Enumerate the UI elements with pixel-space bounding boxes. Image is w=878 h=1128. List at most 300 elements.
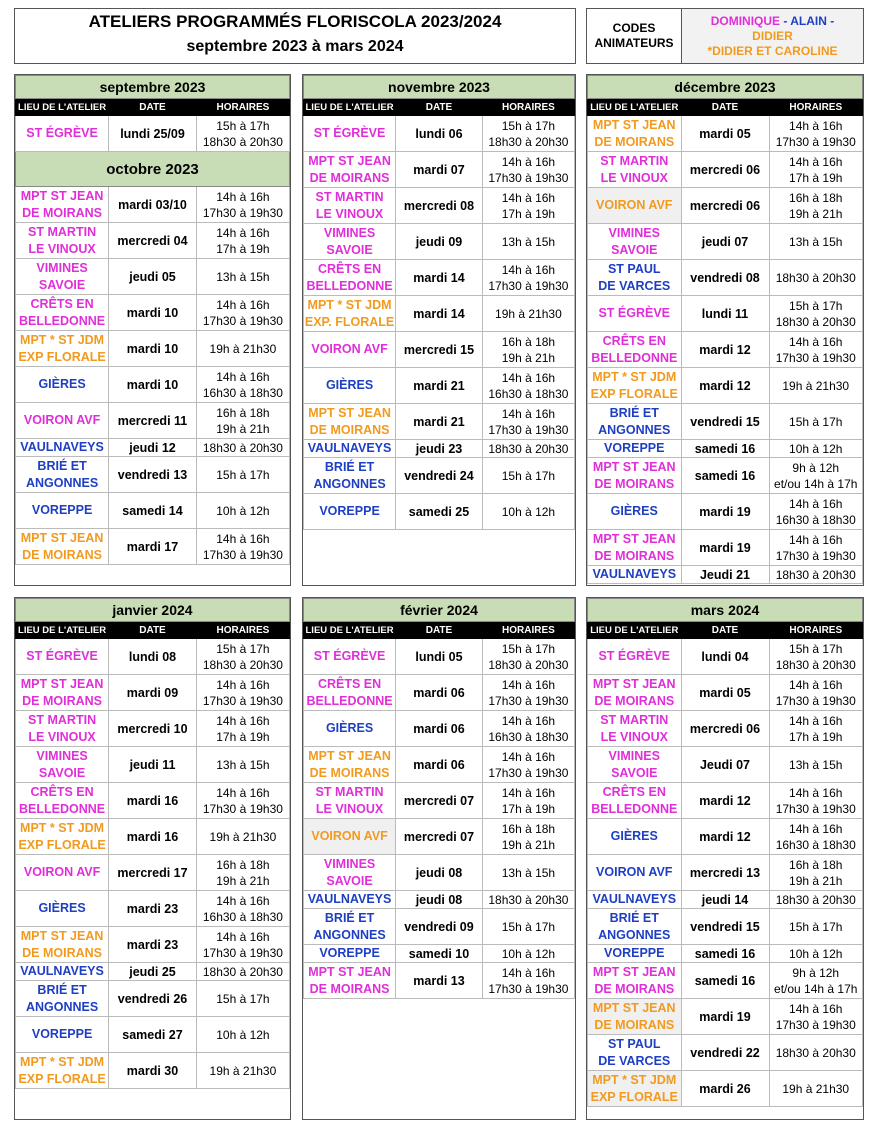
location-line: ST ÉGRÈVE <box>26 126 98 140</box>
date-cell: mardi 19 <box>681 530 769 566</box>
col-header-horaires: HORAIRES <box>769 622 863 639</box>
date-cell: mercredi 10 <box>109 711 197 747</box>
date-cell: mardi 05 <box>681 116 769 152</box>
location-line: GIÈRES <box>610 504 658 518</box>
location-line: BRIÉ ET <box>324 910 375 925</box>
location-cell <box>16 529 109 565</box>
schedule-row <box>588 855 863 891</box>
col-header-date: DATE <box>109 99 197 116</box>
hours-line: 18h30 à 20h30 <box>775 1045 856 1060</box>
hours-cell <box>196 1053 289 1089</box>
location-line: CRÊTS EN <box>317 261 382 276</box>
location-line: LE VINOUX <box>600 170 668 185</box>
schedule-row <box>16 439 290 457</box>
schedule-row <box>588 963 863 999</box>
location-line: LE VINOUX <box>28 729 96 744</box>
date-cell: mercredi 08 <box>396 188 483 224</box>
hours-cell <box>482 639 574 675</box>
hours-cell <box>482 891 574 909</box>
schedule-row <box>16 259 290 295</box>
location-line: DE MOIRANS <box>22 205 103 220</box>
hours-line: et/ou 14h à 17h <box>774 981 858 996</box>
location-line: VOREPPE <box>31 503 93 517</box>
location-cell <box>588 530 682 566</box>
col-header-date: DATE <box>396 99 483 116</box>
location-line: DE MOIRANS <box>309 981 390 996</box>
schedule-table <box>15 75 290 565</box>
location-line: GIÈRES <box>325 721 374 735</box>
hours-line: 16h à 18h <box>501 821 556 836</box>
location-line: DE MOIRANS <box>594 476 675 491</box>
hours-cell <box>769 819 863 855</box>
location-line: BELLEDONNE <box>306 693 393 708</box>
hours-line: 17h30 à 19h30 <box>488 170 569 185</box>
location-cell <box>588 260 682 296</box>
schedule-row <box>304 116 575 152</box>
location-cell <box>16 891 109 927</box>
location-cell <box>304 458 396 494</box>
location-line: VAULNAVEYS <box>592 567 677 581</box>
location-cell <box>16 927 109 963</box>
hours-cell <box>482 224 574 260</box>
hours-cell <box>482 963 574 999</box>
hours-cell <box>769 152 863 188</box>
location-line: ST ÉGRÈVE <box>26 649 98 663</box>
hours-line: 15h à 17h <box>216 991 270 1006</box>
location-line: VOIRON AVF <box>23 413 101 427</box>
location-cell <box>304 963 396 999</box>
schedule-table <box>15 598 290 1089</box>
hours-line: 17h30 à 19h30 <box>488 422 569 437</box>
location-line: ST MARTIN <box>28 224 97 239</box>
col-header-date: DATE <box>681 622 769 639</box>
schedule-row <box>16 529 290 565</box>
schedule-row <box>16 783 290 819</box>
location-line: GIÈRES <box>610 829 658 843</box>
date-cell: mardi 14 <box>396 260 483 296</box>
panel-dec <box>586 74 864 586</box>
hours-cell <box>769 440 863 458</box>
location-line: DE MOIRANS <box>22 547 103 562</box>
date-cell: jeudi 14 <box>681 891 769 909</box>
location-line: GIÈRES <box>325 378 374 392</box>
schedule-row <box>16 331 290 367</box>
month-title: mars 2024 <box>588 599 863 622</box>
location-cell <box>304 296 396 332</box>
location-cell <box>16 783 109 819</box>
location-cell <box>16 963 109 981</box>
hours-line: 14h à 16h <box>216 893 270 908</box>
hours-cell <box>196 493 289 529</box>
hours-line: 18h30 à 20h30 <box>775 567 856 582</box>
schedule-row <box>588 566 863 584</box>
location-cell <box>304 783 396 819</box>
location-line: EXP FLORALE <box>18 349 106 364</box>
hours-line: 17h30 à 19h30 <box>202 693 283 708</box>
hours-line: 15h à 17h <box>501 118 556 133</box>
hours-line: 14h à 16h <box>501 713 556 728</box>
location-line: CRÊTS EN <box>30 296 94 311</box>
schedule-table <box>587 75 863 584</box>
hours-cell <box>769 1035 863 1071</box>
location-line: SAVOIE <box>326 242 373 257</box>
hours-cell <box>769 1071 863 1107</box>
location-line: VIMINES <box>608 225 660 240</box>
hours-line: 17h30 à 19h30 <box>775 134 856 149</box>
location-cell <box>304 819 396 855</box>
location-line: BRIÉ ET <box>609 405 659 420</box>
code-alain: ALAIN <box>790 13 827 28</box>
column-header-row <box>16 99 290 116</box>
location-line: DE MOIRANS <box>22 945 103 960</box>
schedule-row <box>588 440 863 458</box>
location-cell <box>304 639 396 675</box>
hours-cell <box>769 332 863 368</box>
date-cell: lundi 11 <box>681 296 769 332</box>
code-didier: DIDIER <box>752 28 793 43</box>
schedule-row <box>16 927 290 963</box>
hours-cell <box>196 295 289 331</box>
location-line: SAVOIE <box>611 242 658 257</box>
schedule-row <box>16 891 290 927</box>
location-line: MPT ST JEAN <box>592 964 676 979</box>
hours-line: 15h à 17h <box>789 641 843 656</box>
hours-line: 14h à 16h <box>501 406 556 421</box>
hours-line: 14h à 16h <box>216 369 270 384</box>
location-cell <box>16 747 109 783</box>
schedule-row <box>588 296 863 332</box>
codes-label-line1: CODES <box>612 21 656 35</box>
location-cell <box>16 457 109 493</box>
hours-line: 14h à 16h <box>789 785 843 800</box>
location-line: DE MOIRANS <box>594 1017 675 1032</box>
hours-cell <box>769 116 863 152</box>
schedule-row <box>16 963 290 981</box>
location-cell <box>588 855 682 891</box>
code-sep1: - <box>780 13 791 28</box>
column-header-row <box>588 622 863 639</box>
location-cell <box>304 260 396 296</box>
hours-line: 19h à 21h30 <box>209 1063 277 1078</box>
hours-line: 10h à 12h <box>501 504 556 519</box>
location-line: VIMINES <box>36 260 88 275</box>
hours-line: 17h à 19h <box>216 241 270 256</box>
hours-cell <box>482 675 574 711</box>
location-line: VAULNAVEYS <box>307 441 392 455</box>
schedule-row <box>588 224 863 260</box>
location-cell <box>16 855 109 891</box>
date-cell: mardi 19 <box>681 494 769 530</box>
date-cell: lundi 06 <box>396 116 483 152</box>
hours-cell <box>482 116 574 152</box>
schedule-table <box>587 598 863 1107</box>
column-header-row <box>304 622 575 639</box>
date-cell: mercredi 06 <box>681 188 769 224</box>
location-cell <box>304 711 396 747</box>
location-line: VAULNAVEYS <box>20 964 104 978</box>
date-cell: jeudi 07 <box>681 224 769 260</box>
schedule-row <box>16 819 290 855</box>
date-cell: mardi 19 <box>681 999 769 1035</box>
location-line: DE VARCES <box>598 278 671 293</box>
date-cell: jeudi 08 <box>396 855 483 891</box>
code-dominique: DOMINIQUE <box>710 13 781 28</box>
location-cell <box>304 116 396 152</box>
hours-line: 14h à 16h <box>501 154 556 169</box>
hours-cell <box>769 909 863 945</box>
hours-line: 16h30 à 18h30 <box>202 385 283 400</box>
hours-line: 19h à 21h30 <box>782 378 850 393</box>
hours-cell <box>196 819 289 855</box>
date-cell: mardi 06 <box>396 711 483 747</box>
location-line: VOREPPE <box>319 504 380 518</box>
location-line: DE MOIRANS <box>594 981 675 996</box>
hours-line: 16h30 à 18h30 <box>775 837 856 852</box>
hours-line: 14h à 16h <box>216 713 270 728</box>
hours-line: 17h30 à 19h30 <box>775 801 856 816</box>
schedule-row <box>304 639 575 675</box>
date-cell: mardi 10 <box>109 331 197 367</box>
date-cell: mardi 26 <box>681 1071 769 1107</box>
location-cell <box>16 295 109 331</box>
date-cell: vendredi 13 <box>109 457 197 493</box>
col-header-lieu: LIEU DE L'ATELIER <box>304 622 396 639</box>
title-box <box>14 8 576 64</box>
schedule-row <box>304 458 575 494</box>
location-line: VIMINES <box>36 748 88 763</box>
hours-line: 18h30 à 20h30 <box>202 440 283 455</box>
hours-line: 13h à 15h <box>501 865 556 880</box>
location-line: DE MOIRANS <box>594 134 675 149</box>
date-cell: mardi 06 <box>396 675 483 711</box>
location-cell <box>16 403 109 439</box>
schedule-row <box>304 855 575 891</box>
hours-line: 17h30 à 19h30 <box>488 693 569 708</box>
hours-cell <box>769 945 863 963</box>
hours-line: 18h30 à 20h30 <box>775 892 856 907</box>
location-line: DE MOIRANS <box>309 765 390 780</box>
location-line: DE MOIRANS <box>309 422 390 437</box>
date-cell: mardi 23 <box>109 927 197 963</box>
hours-cell <box>196 675 289 711</box>
date-cell: mercredi 06 <box>681 152 769 188</box>
hours-line: 17h30 à 19h30 <box>202 945 283 960</box>
month-title: octobre 2023 <box>16 152 290 187</box>
hours-line: 17h30 à 19h30 <box>488 981 569 996</box>
hours-line: 17h à 19h <box>501 801 556 816</box>
date-cell: vendredi 09 <box>396 909 483 945</box>
schedule-row <box>304 494 575 530</box>
month-title: décembre 2023 <box>588 76 863 99</box>
column-header-row <box>304 99 575 116</box>
hours-line: 15h à 17h <box>501 919 556 934</box>
hours-line: 19h à 21h30 <box>209 341 277 356</box>
schedule-row <box>588 116 863 152</box>
location-line: ST ÉGRÈVE <box>598 649 671 663</box>
month-title: février 2024 <box>304 599 575 622</box>
hours-cell <box>482 945 574 963</box>
hours-line: 18h30 à 20h30 <box>775 657 856 672</box>
hours-cell <box>482 909 574 945</box>
hours-cell <box>482 152 574 188</box>
hours-cell <box>769 530 863 566</box>
location-cell <box>588 188 682 224</box>
hours-line: 17h à 19h <box>789 729 843 744</box>
hours-line: 19h à 21h30 <box>495 306 562 321</box>
schedule-row <box>588 945 863 963</box>
hours-line: 17h30 à 19h30 <box>775 548 856 563</box>
schedule-row <box>16 295 290 331</box>
date-cell: jeudi 05 <box>109 259 197 295</box>
hours-line: 9h à 12h <box>792 460 840 475</box>
hours-line: 14h à 16h <box>789 821 843 836</box>
hours-cell <box>196 439 289 457</box>
hours-line: 14h à 16h <box>501 677 556 692</box>
location-line: BELLEDONNE <box>19 801 106 816</box>
location-line: VOIRON AVF <box>311 342 388 356</box>
date-cell: jeudi 08 <box>396 891 483 909</box>
location-line: MPT ST JEAN <box>592 1000 676 1015</box>
hours-line: 15h à 17h <box>216 467 270 482</box>
hours-cell <box>196 116 289 152</box>
date-cell: mardi 07 <box>396 152 483 188</box>
location-line: VIMINES <box>323 225 376 240</box>
hours-line: 16h30 à 18h30 <box>488 729 569 744</box>
hours-line: et/ou 14h à 17h <box>774 476 858 491</box>
hours-line: 14h à 16h <box>216 785 270 800</box>
location-line: MPT ST JEAN <box>308 405 391 420</box>
location-line: VIMINES <box>323 856 376 871</box>
hours-line: 14h à 16h <box>789 496 843 511</box>
schedule-row <box>588 639 863 675</box>
hours-cell <box>196 963 289 981</box>
location-cell <box>304 945 396 963</box>
col-header-lieu: LIEU DE L'ATELIER <box>304 99 396 116</box>
hours-line: 16h30 à 18h30 <box>202 909 283 924</box>
col-header-horaires: HORAIRES <box>482 622 574 639</box>
date-cell: samedi 27 <box>109 1017 197 1053</box>
hours-cell <box>769 296 863 332</box>
month-title: novembre 2023 <box>304 76 575 99</box>
col-header-horaires: HORAIRES <box>196 622 289 639</box>
schedule-row <box>16 367 290 403</box>
schedule-row <box>304 152 575 188</box>
schedule-row <box>16 493 290 529</box>
date-cell: mardi 17 <box>109 529 197 565</box>
date-cell: jeudi 11 <box>109 747 197 783</box>
date-cell: vendredi 15 <box>681 404 769 440</box>
hours-line: 16h30 à 18h30 <box>488 386 569 401</box>
location-line: MPT ST JEAN <box>592 459 676 474</box>
month-header-row <box>16 152 290 187</box>
month-title: janvier 2024 <box>16 599 290 622</box>
location-line: EXP FLORALE <box>18 1071 106 1086</box>
date-cell: mardi 12 <box>681 368 769 404</box>
hours-cell <box>196 457 289 493</box>
location-line: VOREPPE <box>31 1027 93 1041</box>
column-header-row <box>16 622 290 639</box>
location-line: BELLEDONNE <box>306 278 393 293</box>
location-cell <box>16 819 109 855</box>
date-cell: mardi 14 <box>396 296 483 332</box>
location-cell <box>588 783 682 819</box>
hours-line: 9h à 12h <box>792 965 840 980</box>
hours-line: 18h30 à 20h30 <box>488 134 569 149</box>
location-cell <box>304 494 396 530</box>
panel-nov <box>302 74 576 586</box>
date-cell: mercredi 13 <box>681 855 769 891</box>
location-line: LE VINOUX <box>315 801 384 816</box>
schedule-row <box>16 116 290 152</box>
hours-cell <box>482 368 574 404</box>
hours-line: 14h à 16h <box>216 531 270 546</box>
hours-line: 19h à 21h <box>501 837 556 852</box>
hours-line: 14h à 16h <box>216 189 270 204</box>
location-line: ANGONNES <box>25 999 99 1014</box>
codes-box <box>586 8 864 64</box>
schedule-row <box>304 675 575 711</box>
location-line: VIMINES <box>608 748 660 763</box>
location-line: MPT ST JEAN <box>592 531 676 546</box>
schedule-row <box>588 332 863 368</box>
location-cell <box>16 331 109 367</box>
hours-line: 17h30 à 19h30 <box>488 278 569 293</box>
location-cell <box>588 224 682 260</box>
location-cell <box>588 711 682 747</box>
location-cell <box>304 224 396 260</box>
location-line: BELLEDONNE <box>19 313 106 328</box>
location-cell <box>588 1035 682 1071</box>
date-cell: lundi 04 <box>681 639 769 675</box>
schedule-row <box>304 963 575 999</box>
location-cell <box>588 368 682 404</box>
date-cell: samedi 10 <box>396 945 483 963</box>
hours-cell <box>769 494 863 530</box>
location-cell <box>304 332 396 368</box>
location-line: MPT ST JEAN <box>592 117 676 132</box>
schedule-row <box>588 783 863 819</box>
hours-line: 17h à 19h <box>789 170 843 185</box>
hours-line: 19h à 21h <box>501 350 556 365</box>
hours-cell <box>196 891 289 927</box>
location-line: ST MARTIN <box>315 189 384 204</box>
location-cell <box>16 439 109 457</box>
hours-line: 17h30 à 19h30 <box>775 350 856 365</box>
location-line: MPT ST JEAN <box>20 188 104 203</box>
schedule-row <box>304 440 575 458</box>
schedule-row <box>304 368 575 404</box>
date-cell: samedi 25 <box>396 494 483 530</box>
hours-cell <box>196 403 289 439</box>
location-line: ANGONNES <box>313 476 386 491</box>
schedule-row <box>16 981 290 1017</box>
location-line: DE MOIRANS <box>594 548 675 563</box>
hours-cell <box>769 639 863 675</box>
hours-line: 14h à 16h <box>501 262 556 277</box>
date-cell: mercredi 04 <box>109 223 197 259</box>
schedule-row <box>588 368 863 404</box>
location-line: CRÊTS EN <box>602 784 666 799</box>
location-cell <box>16 223 109 259</box>
hours-cell <box>196 1017 289 1053</box>
location-line: MPT * ST JDM <box>20 1054 105 1069</box>
location-line: ANGONNES <box>25 475 99 490</box>
location-line: BELLEDONNE <box>591 350 678 365</box>
location-line: VOIRON AVF <box>23 865 101 879</box>
date-cell: mardi 12 <box>681 783 769 819</box>
location-cell <box>588 116 682 152</box>
hours-line: 14h à 16h <box>216 677 270 692</box>
